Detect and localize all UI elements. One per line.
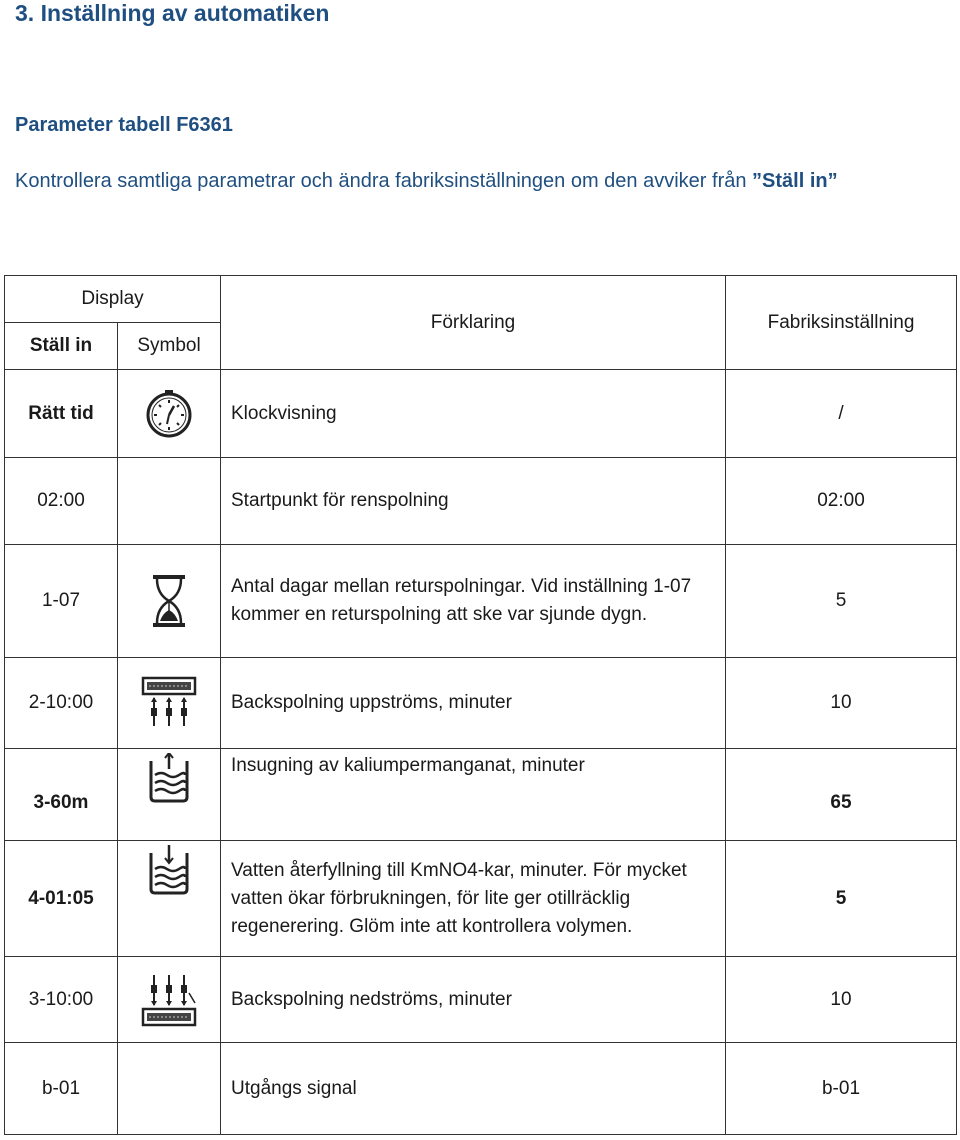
backwash-up-icon [139,676,199,730]
brine-suction-icon [145,753,193,805]
tank-refill-icon [145,845,193,897]
explanation-cell: Backspolning nedströms, minuter [221,957,726,1043]
factory-cell: / [726,370,957,458]
intro-emphasis: ”Ställ in” [752,170,838,192]
hourglass-icon [147,572,191,630]
header-fabriksinstallning: Fabriksinställning [726,276,957,370]
table-row [5,841,957,957]
clock-icon [143,388,195,440]
symbol-cell [118,370,221,458]
setting-cell: 4-01:05 [5,841,118,957]
backwash-down-icon [139,973,199,1027]
table-row [5,1043,957,1135]
parameter-table [4,275,957,1135]
header-stall-in: Ställ in [5,323,118,370]
header-forklaring: Förklaring [221,276,726,370]
table-row [5,370,957,458]
table-title: Parameter tabell F6361 [15,114,233,136]
symbol-cell [118,749,221,841]
intro-body: Kontrollera samtliga parametrar och ändra fabriksinställningen om den avviker från [15,170,753,192]
factory-cell: 5 [726,841,957,957]
table-row [5,957,957,1043]
symbol-cell [118,658,221,749]
header-display: Display [5,276,221,323]
factory-cell: 10 [726,658,957,749]
setting-cell: 1-07 [5,545,118,658]
explanation-cell: Antal dagar mellan returspolningar. Vid inställning 1-07 kommer en returspolning att ske var sjunde dygn. [221,545,726,658]
explanation-cell: Insugning av kaliumpermanganat, minuter [221,749,726,841]
explanation-cell: Backspolning uppströms, minuter [221,658,726,749]
symbol-cell [118,545,221,658]
factory-cell: 02:00 [726,458,957,545]
explanation-cell: Startpunkt för renspolning [221,458,726,545]
setting-cell: 2-10:00 [5,658,118,749]
setting-cell: 3-10:00 [5,957,118,1043]
header-row-top [5,276,957,323]
symbol-cell [118,1043,221,1135]
table-row [5,658,957,749]
symbol-cell [118,841,221,957]
symbol-cell [118,458,221,545]
explanation-cell: Utgångs signal [221,1043,726,1135]
table-row [5,545,957,658]
explanation-cell: Klockvisning [221,370,726,458]
factory-cell: 10 [726,957,957,1043]
factory-cell: 65 [726,749,957,841]
intro-text [15,170,838,193]
factory-cell: b-01 [726,1043,957,1135]
symbol-cell [118,957,221,1043]
table-row [5,458,957,545]
setting-cell: Rätt tid [5,370,118,458]
page-heading: 3. Inställning av automatiken [15,0,330,26]
setting-cell: 3-60m [5,749,118,841]
setting-cell: b-01 [5,1043,118,1135]
header-symbol: Symbol [118,323,221,370]
factory-cell: 5 [726,545,957,658]
explanation-cell: Vatten återfyllning till KmNO4-kar, minuter. För mycket vatten ökar förbrukningen, för lite ger otillräcklig regenerering. Glöm inte att kontrollera volymen. [221,841,726,957]
setting-cell: 02:00 [5,458,118,545]
table-row [5,749,957,841]
